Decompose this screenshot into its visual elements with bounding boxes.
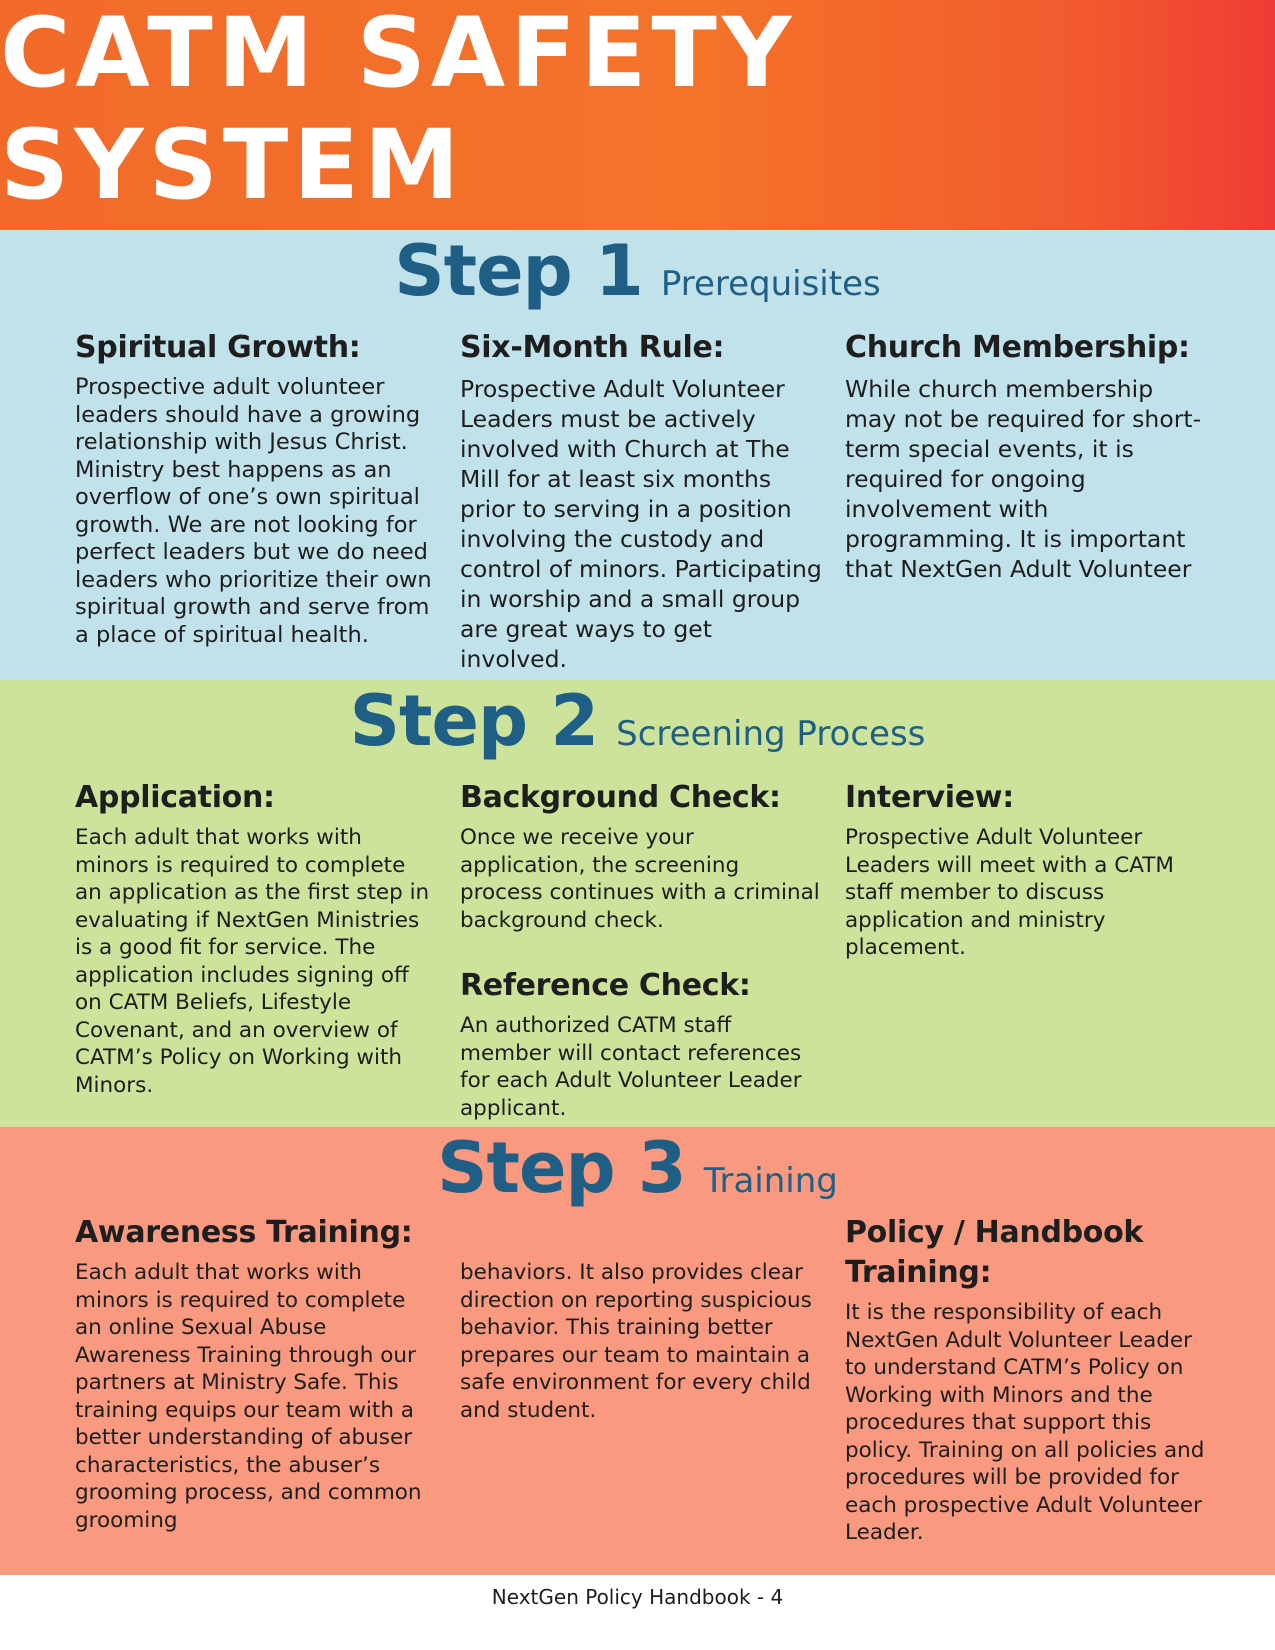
reference-check-heading: Reference Check: bbox=[460, 968, 751, 1003]
step-2-label: Step 2 bbox=[349, 680, 599, 762]
six-month-rule-heading: Six-Month Rule: bbox=[460, 330, 725, 365]
background-check-block bbox=[460, 778, 825, 934]
interview-text: Prospective Adult Volunteer Leaders will meet with a CATM staff member to discuss application and ministry placement. bbox=[845, 825, 1174, 960]
application-block bbox=[75, 778, 435, 1099]
header-banner bbox=[0, 0, 1275, 230]
policy-handbook-training-text: It is the responsibility of each NextGen Adult Volunteer Leader to understand CATM’s Policy on Working with Minors and the procedures that support this policy. Training on all policies and procedures will be provided for each prospective Adult Volunteer Leader. bbox=[845, 1300, 1205, 1545]
step-1-subtitle: Prerequisites bbox=[660, 264, 881, 304]
reference-check-text: An authorized CATM staff member will contact references for each Adult Volunteer Leader applicant. bbox=[460, 1013, 802, 1121]
interview-heading: Interview: bbox=[845, 780, 1014, 815]
awareness-training-text: Each adult that works with minors is required to complete an online Sexual Abuse Awareness Training through our partners at Ministry Safe. This training equips our team with a better understanding of abuser characteristics, the abuser’s grooming process, and common grooming bbox=[75, 1260, 422, 1533]
spiritual-growth-block bbox=[75, 328, 435, 649]
step-2-section bbox=[0, 680, 1275, 1127]
step-1-title bbox=[0, 230, 1275, 312]
interview-block bbox=[845, 778, 1205, 962]
step-2-subtitle: Screening Process bbox=[616, 714, 926, 754]
awareness-training-block bbox=[75, 1213, 435, 1534]
spiritual-growth-text: Prospective adult volunteer leaders should have a growing relationship with Jesus Christ. Ministry best happens as an overflow of one’s own spiritual growth. We are not looking for perfect leaders but we do need leaders who prioritize their own spiritual growth and serve from a place of spiritual health. bbox=[75, 374, 432, 648]
policy-handbook-training-heading: Policy / Handbook Training: bbox=[845, 1215, 1144, 1290]
reference-check-block bbox=[460, 966, 825, 1122]
awareness-training-continued-block bbox=[460, 1259, 825, 1424]
six-month-rule-text: Prospective Adult Volunteer Leaders must be actively involved with Church at The Mill for at least six months prior to serving in a position involving the custody and control of minors. Participating in worship and a small group are great ways to get involved. bbox=[460, 375, 822, 673]
awareness-training-heading: Awareness Training: bbox=[75, 1215, 413, 1250]
step-3-subtitle: Training bbox=[703, 1161, 838, 1201]
church-membership-text: While church membership may not be required for short-term special events, it is required for ongoing involvement with programming. It is important that NextGen Adult Volunteer bbox=[845, 375, 1202, 583]
six-month-rule-block bbox=[460, 328, 825, 674]
application-heading: Application: bbox=[75, 780, 275, 815]
step-1-section bbox=[0, 230, 1275, 680]
step-3-title bbox=[0, 1127, 1275, 1209]
policy-handbook-training-block bbox=[845, 1213, 1205, 1547]
church-membership-heading: Church Membership: bbox=[845, 330, 1190, 365]
step-2-title bbox=[0, 680, 1275, 762]
church-membership-block bbox=[845, 328, 1205, 584]
spiritual-growth-heading: Spiritual Growth: bbox=[75, 330, 361, 365]
background-check-text: Once we receive your application, the screening process continues with a criminal background check. bbox=[460, 825, 820, 933]
awareness-training-continued-text: behaviors. It also provides clear direction on reporting suspicious behavior. This training better prepares our team to maintain a safe environment for every child and student. bbox=[460, 1260, 812, 1423]
step-3-label: Step 3 bbox=[437, 1127, 686, 1209]
application-text: Each adult that works with minors is required to complete an application as the first step in evaluating if NextGen Ministries is a good fit for service. The application includes signing off on CATM Beliefs, Lifestyle Covenant, and an overview of CATM’s Policy on Working with Minors. bbox=[75, 825, 430, 1098]
page-title: CATM SAFETY SYSTEM bbox=[0, 0, 797, 221]
step-1-label: Step 1 bbox=[394, 230, 643, 312]
page-footer: NextGen Policy Handbook - 4 bbox=[491, 1585, 784, 1609]
step-3-section bbox=[0, 1127, 1275, 1575]
background-check-heading: Background Check: bbox=[460, 780, 781, 815]
